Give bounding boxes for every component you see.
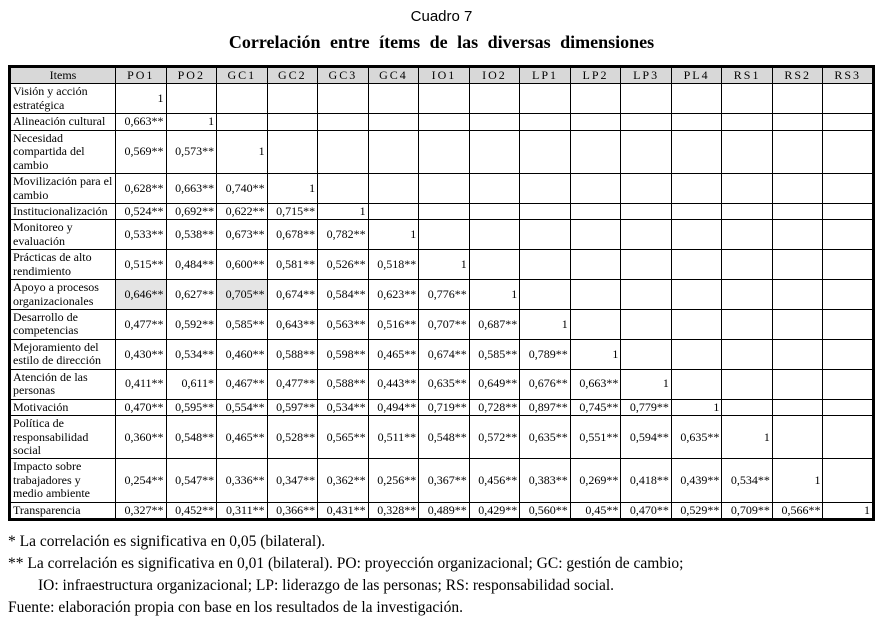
footnote: ** La correlación es significativa en 0,01 (bilateral). PO: proyección organizacional; GC: gestión de cambio; bbox=[8, 555, 684, 573]
correlation-cell: 0,465** bbox=[217, 416, 268, 459]
correlation-cell: 0,327** bbox=[116, 502, 167, 519]
correlation-cell bbox=[520, 220, 571, 250]
correlation-cell: 0,534** bbox=[722, 459, 773, 502]
correlation-cell bbox=[621, 250, 672, 280]
header-row bbox=[10, 67, 874, 84]
column-header-lp3: LP3 bbox=[621, 67, 672, 84]
correlation-cell: 0,782** bbox=[318, 220, 369, 250]
correlation-cell: 0,452** bbox=[166, 502, 217, 519]
correlation-cell bbox=[419, 114, 470, 130]
correlation-cell: 0,45** bbox=[570, 502, 621, 519]
column-header-rs3: RS3 bbox=[823, 67, 874, 84]
correlation-cell: 0,595** bbox=[166, 399, 217, 415]
correlation-cell bbox=[570, 174, 621, 204]
correlation-cell bbox=[520, 114, 571, 130]
correlation-cell: 0,715** bbox=[267, 203, 318, 219]
correlation-cell: 0,635** bbox=[520, 416, 571, 459]
correlation-cell: 0,560** bbox=[520, 502, 571, 519]
row-label: Monitoreo y evaluación bbox=[10, 220, 116, 250]
correlation-cell bbox=[621, 130, 672, 173]
correlation-cell: 0,776** bbox=[419, 280, 470, 310]
correlation-cell: 0,533** bbox=[116, 220, 167, 250]
correlation-cell bbox=[823, 174, 874, 204]
correlation-cell bbox=[520, 203, 571, 219]
correlation-cell: 0,584** bbox=[318, 280, 369, 310]
correlation-cell: 0,465** bbox=[368, 339, 419, 369]
correlation-cell: 0,477** bbox=[267, 369, 318, 399]
correlation-cell bbox=[722, 114, 773, 130]
correlation-cell: 0,566** bbox=[772, 502, 823, 519]
column-header-gc4: GC4 bbox=[368, 67, 419, 84]
correlation-cell: 0,745** bbox=[570, 399, 621, 415]
table-body bbox=[10, 84, 874, 520]
correlation-cell bbox=[722, 130, 773, 173]
correlation-cell bbox=[318, 114, 369, 130]
row-label: Necesidad compartida del cambio bbox=[10, 130, 116, 173]
correlation-cell: 0,687** bbox=[469, 310, 520, 340]
correlation-cell bbox=[772, 416, 823, 459]
correlation-cell: 0,597** bbox=[267, 399, 318, 415]
correlation-cell bbox=[368, 114, 419, 130]
correlation-cell: 0,534** bbox=[318, 399, 369, 415]
correlation-cell bbox=[671, 339, 722, 369]
correlation-cell bbox=[823, 84, 874, 114]
correlation-cell: 1 bbox=[419, 250, 470, 280]
correlation-cell: 0,460** bbox=[217, 339, 268, 369]
correlation-cell: 0,443** bbox=[368, 369, 419, 399]
correlation-cell bbox=[419, 220, 470, 250]
correlation-cell: 0,565** bbox=[318, 416, 369, 459]
correlation-cell bbox=[772, 114, 823, 130]
correlation-cell: 0,529** bbox=[671, 502, 722, 519]
correlation-cell: 0,676** bbox=[520, 369, 571, 399]
correlation-table bbox=[8, 65, 875, 521]
correlation-cell: 0,526** bbox=[318, 250, 369, 280]
correlation-cell: 0,573** bbox=[166, 130, 217, 173]
table-row bbox=[10, 220, 874, 250]
correlation-cell bbox=[419, 174, 470, 204]
correlation-cell bbox=[267, 130, 318, 173]
correlation-cell bbox=[671, 114, 722, 130]
correlation-cell: 0,439** bbox=[671, 459, 722, 502]
correlation-cell bbox=[267, 114, 318, 130]
correlation-cell bbox=[570, 280, 621, 310]
correlation-cell: 0,347** bbox=[267, 459, 318, 502]
correlation-cell: 0,548** bbox=[419, 416, 470, 459]
correlation-cell: 0,515** bbox=[116, 250, 167, 280]
correlation-cell bbox=[823, 459, 874, 502]
correlation-cell bbox=[570, 250, 621, 280]
correlation-cell bbox=[621, 339, 672, 369]
correlation-cell bbox=[772, 280, 823, 310]
correlation-cell bbox=[621, 174, 672, 204]
correlation-cell: 0,254** bbox=[116, 459, 167, 502]
correlation-cell bbox=[166, 84, 217, 114]
column-header-lp2: LP2 bbox=[570, 67, 621, 84]
correlation-cell: 1 bbox=[671, 399, 722, 415]
correlation-cell bbox=[823, 250, 874, 280]
correlation-cell: 1 bbox=[217, 130, 268, 173]
correlation-cell bbox=[469, 130, 520, 173]
correlation-cell: 1 bbox=[318, 203, 369, 219]
correlation-cell bbox=[621, 203, 672, 219]
correlation-cell bbox=[469, 174, 520, 204]
correlation-cell: 0,256** bbox=[368, 459, 419, 502]
correlation-cell: 0,548** bbox=[166, 416, 217, 459]
correlation-cell bbox=[267, 84, 318, 114]
correlation-cell: 0,588** bbox=[267, 339, 318, 369]
correlation-cell: 0,585** bbox=[217, 310, 268, 340]
correlation-cell: 0,709** bbox=[722, 502, 773, 519]
correlation-cell: 1 bbox=[368, 220, 419, 250]
correlation-cell: 0,569** bbox=[116, 130, 167, 173]
correlation-cell: 0,528** bbox=[267, 416, 318, 459]
correlation-cell bbox=[671, 130, 722, 173]
correlation-cell: 1 bbox=[520, 310, 571, 340]
row-label: Atención de las personas bbox=[10, 369, 116, 399]
column-header-rs2: RS2 bbox=[772, 67, 823, 84]
correlation-cell bbox=[217, 114, 268, 130]
column-header-lp1: LP1 bbox=[520, 67, 571, 84]
correlation-cell: 0,470** bbox=[621, 502, 672, 519]
row-label: Mejoramiento del estilo de dirección bbox=[10, 339, 116, 369]
correlation-cell: 0,635** bbox=[671, 416, 722, 459]
table-row bbox=[10, 310, 874, 340]
correlation-cell: 0,518** bbox=[368, 250, 419, 280]
correlation-cell bbox=[671, 280, 722, 310]
correlation-cell bbox=[318, 130, 369, 173]
correlation-cell bbox=[671, 203, 722, 219]
row-label: Prácticas de alto rendimiento bbox=[10, 250, 116, 280]
correlation-cell bbox=[823, 310, 874, 340]
table-row bbox=[10, 250, 874, 280]
correlation-cell: 0,511** bbox=[368, 416, 419, 459]
correlation-cell bbox=[368, 203, 419, 219]
correlation-cell bbox=[469, 203, 520, 219]
table-row bbox=[10, 280, 874, 310]
correlation-cell: 1 bbox=[166, 114, 217, 130]
correlation-cell: 0,779** bbox=[621, 399, 672, 415]
correlation-cell: 0,336** bbox=[217, 459, 268, 502]
correlation-cell: 0,588** bbox=[318, 369, 369, 399]
correlation-cell bbox=[419, 130, 470, 173]
correlation-cell: 0,649** bbox=[469, 369, 520, 399]
correlation-cell bbox=[722, 174, 773, 204]
correlation-cell: 0,563** bbox=[318, 310, 369, 340]
correlation-cell: 0,719** bbox=[419, 399, 470, 415]
correlation-cell: 0,897** bbox=[520, 399, 571, 415]
correlation-cell: 0,789** bbox=[520, 339, 571, 369]
correlation-cell bbox=[823, 399, 874, 415]
table-row bbox=[10, 502, 874, 519]
correlation-cell bbox=[217, 84, 268, 114]
footnotes bbox=[8, 531, 875, 619]
correlation-cell: 0,598** bbox=[318, 339, 369, 369]
row-label: Impacto sobre trabajadores y medio ambiente bbox=[10, 459, 116, 502]
correlation-cell bbox=[419, 203, 470, 219]
table-row bbox=[10, 130, 874, 173]
correlation-cell: 0,643** bbox=[267, 310, 318, 340]
correlation-cell: 0,383** bbox=[520, 459, 571, 502]
column-header-po1: PO1 bbox=[116, 67, 167, 84]
correlation-cell bbox=[621, 280, 672, 310]
correlation-cell: 0,534** bbox=[166, 339, 217, 369]
correlation-cell: 0,366** bbox=[267, 502, 318, 519]
footnote: Fuente: elaboración propia con base en los resultados de la investigación. bbox=[8, 599, 463, 617]
correlation-cell: 0,707** bbox=[419, 310, 470, 340]
correlation-cell bbox=[722, 399, 773, 415]
correlation-cell: 0,547** bbox=[166, 459, 217, 502]
correlation-cell bbox=[671, 84, 722, 114]
correlation-cell: 0,328** bbox=[368, 502, 419, 519]
correlation-cell bbox=[772, 339, 823, 369]
correlation-cell bbox=[671, 369, 722, 399]
table-row bbox=[10, 84, 874, 114]
column-header-rs1: RS1 bbox=[722, 67, 773, 84]
column-header-pl4: PL4 bbox=[671, 67, 722, 84]
row-label: Visión y acción estratégica bbox=[10, 84, 116, 114]
correlation-cell: 0,430** bbox=[116, 339, 167, 369]
correlation-cell bbox=[772, 220, 823, 250]
correlation-cell bbox=[823, 130, 874, 173]
row-label: Desarrollo de competencias bbox=[10, 310, 116, 340]
correlation-cell: 0,467** bbox=[217, 369, 268, 399]
correlation-cell bbox=[368, 130, 419, 173]
correlation-cell: 0,728** bbox=[469, 399, 520, 415]
correlation-cell bbox=[419, 84, 470, 114]
correlation-cell: 0,360** bbox=[116, 416, 167, 459]
correlation-cell: 0,623** bbox=[368, 280, 419, 310]
correlation-cell: 1 bbox=[621, 369, 672, 399]
row-label: Apoyo a procesos organizacionales bbox=[10, 280, 116, 310]
correlation-cell bbox=[570, 114, 621, 130]
correlation-cell bbox=[823, 203, 874, 219]
correlation-cell: 1 bbox=[570, 339, 621, 369]
table-row bbox=[10, 203, 874, 219]
correlation-cell: 0,663** bbox=[116, 114, 167, 130]
table-row bbox=[10, 174, 874, 204]
correlation-cell bbox=[722, 339, 773, 369]
correlation-cell bbox=[621, 310, 672, 340]
correlation-cell bbox=[722, 250, 773, 280]
correlation-cell: 0,311** bbox=[217, 502, 268, 519]
correlation-cell bbox=[520, 84, 571, 114]
correlation-cell bbox=[772, 174, 823, 204]
correlation-cell: 0,489** bbox=[419, 502, 470, 519]
correlation-cell: 0,581** bbox=[267, 250, 318, 280]
row-label: Institucionalización bbox=[10, 203, 116, 219]
row-label: Movilización para el cambio bbox=[10, 174, 116, 204]
correlation-cell bbox=[671, 250, 722, 280]
correlation-cell bbox=[621, 84, 672, 114]
correlation-cell bbox=[772, 84, 823, 114]
table-caption: Cuadro 7 bbox=[410, 8, 473, 25]
correlation-cell: 0,705** bbox=[217, 280, 268, 310]
correlation-cell bbox=[368, 84, 419, 114]
correlation-cell bbox=[570, 130, 621, 173]
correlation-cell bbox=[570, 203, 621, 219]
correlation-cell: 0,592** bbox=[166, 310, 217, 340]
row-label: Transparencia bbox=[10, 502, 116, 519]
column-header-po2: PO2 bbox=[166, 67, 217, 84]
correlation-cell bbox=[570, 220, 621, 250]
correlation-cell: 0,477** bbox=[116, 310, 167, 340]
correlation-cell bbox=[823, 280, 874, 310]
correlation-cell: 1 bbox=[823, 502, 874, 519]
correlation-cell bbox=[671, 220, 722, 250]
correlation-cell: 0,538** bbox=[166, 220, 217, 250]
correlation-cell bbox=[722, 310, 773, 340]
correlation-cell bbox=[469, 250, 520, 280]
correlation-cell bbox=[469, 220, 520, 250]
table-row bbox=[10, 369, 874, 399]
correlation-cell: 0,367** bbox=[419, 459, 470, 502]
correlation-cell: 0,429** bbox=[469, 502, 520, 519]
correlation-cell: 0,516** bbox=[368, 310, 419, 340]
table-row bbox=[10, 339, 874, 369]
correlation-cell: 0,673** bbox=[217, 220, 268, 250]
correlation-cell: 0,494** bbox=[368, 399, 419, 415]
footnote: IO: infraestructura organizacional; LP: liderazgo de las personas; RS: responsabilidad social. bbox=[38, 577, 615, 595]
correlation-cell: 0,678** bbox=[267, 220, 318, 250]
correlation-cell: 0,572** bbox=[469, 416, 520, 459]
row-label: Motivación bbox=[10, 399, 116, 415]
correlation-cell bbox=[722, 84, 773, 114]
correlation-cell bbox=[823, 114, 874, 130]
correlation-cell: 0,585** bbox=[469, 339, 520, 369]
table-row bbox=[10, 114, 874, 130]
correlation-cell: 0,551** bbox=[570, 416, 621, 459]
correlation-cell bbox=[772, 203, 823, 219]
correlation-cell bbox=[570, 84, 621, 114]
correlation-cell bbox=[823, 220, 874, 250]
correlation-cell bbox=[772, 369, 823, 399]
correlation-cell bbox=[318, 174, 369, 204]
column-header-io1: IO1 bbox=[419, 67, 470, 84]
correlation-cell: 0,484** bbox=[166, 250, 217, 280]
correlation-cell bbox=[469, 84, 520, 114]
correlation-cell: 0,692** bbox=[166, 203, 217, 219]
column-header-gc2: GC2 bbox=[267, 67, 318, 84]
correlation-cell bbox=[368, 174, 419, 204]
correlation-cell bbox=[772, 310, 823, 340]
correlation-cell: 0,663** bbox=[570, 369, 621, 399]
correlation-cell bbox=[469, 114, 520, 130]
correlation-cell bbox=[520, 280, 571, 310]
correlation-cell bbox=[722, 220, 773, 250]
row-label: Política de responsabilidad social bbox=[10, 416, 116, 459]
correlation-cell bbox=[772, 399, 823, 415]
correlation-cell: 0,646** bbox=[116, 280, 167, 310]
correlation-cell: 0,470** bbox=[116, 399, 167, 415]
correlation-cell: 0,628** bbox=[116, 174, 167, 204]
correlation-cell: 0,663** bbox=[166, 174, 217, 204]
correlation-cell: 0,431** bbox=[318, 502, 369, 519]
correlation-cell: 1 bbox=[722, 416, 773, 459]
correlation-cell bbox=[520, 130, 571, 173]
table-row bbox=[10, 399, 874, 415]
column-header-gc1: GC1 bbox=[217, 67, 268, 84]
table-row bbox=[10, 416, 874, 459]
correlation-cell: 1 bbox=[469, 280, 520, 310]
correlation-cell bbox=[722, 203, 773, 219]
correlation-cell bbox=[722, 280, 773, 310]
correlation-cell bbox=[671, 174, 722, 204]
correlation-cell bbox=[621, 220, 672, 250]
correlation-cell: 0,456** bbox=[469, 459, 520, 502]
correlation-cell: 0,362** bbox=[318, 459, 369, 502]
correlation-cell: 0,600** bbox=[217, 250, 268, 280]
correlation-cell: 0,740** bbox=[217, 174, 268, 204]
correlation-cell bbox=[318, 84, 369, 114]
correlation-cell: 0,674** bbox=[419, 339, 470, 369]
correlation-cell bbox=[772, 250, 823, 280]
correlation-cell: 0,627** bbox=[166, 280, 217, 310]
correlation-cell: 1 bbox=[772, 459, 823, 502]
correlation-cell: 0,611* bbox=[166, 369, 217, 399]
column-header-gc3: GC3 bbox=[318, 67, 369, 84]
correlation-cell bbox=[772, 130, 823, 173]
correlation-cell bbox=[520, 250, 571, 280]
correlation-cell: 1 bbox=[116, 84, 167, 114]
correlation-cell: 0,524** bbox=[116, 203, 167, 219]
correlation-cell bbox=[823, 416, 874, 459]
correlation-cell bbox=[823, 369, 874, 399]
table-title: Correlación entre ítems de las diversas dimensiones bbox=[228, 32, 655, 52]
correlation-cell: 0,554** bbox=[217, 399, 268, 415]
correlation-cell bbox=[520, 174, 571, 204]
items-column-header: Items bbox=[10, 67, 116, 84]
correlation-cell bbox=[570, 310, 621, 340]
correlation-cell bbox=[621, 114, 672, 130]
correlation-cell: 0,418** bbox=[621, 459, 672, 502]
correlation-cell: 0,411** bbox=[116, 369, 167, 399]
table-row bbox=[10, 459, 874, 502]
correlation-cell: 0,674** bbox=[267, 280, 318, 310]
correlation-cell bbox=[671, 310, 722, 340]
correlation-cell bbox=[823, 339, 874, 369]
correlation-cell: 1 bbox=[267, 174, 318, 204]
correlation-cell: 0,622** bbox=[217, 203, 268, 219]
correlation-cell: 0,635** bbox=[419, 369, 470, 399]
correlation-cell bbox=[722, 369, 773, 399]
correlation-cell: 0,594** bbox=[621, 416, 672, 459]
correlation-cell: 0,269** bbox=[570, 459, 621, 502]
footnote: * La correlación es significativa en 0,05 (bilateral). bbox=[8, 533, 326, 551]
column-header-io2: IO2 bbox=[469, 67, 520, 84]
row-label: Alineación cultural bbox=[10, 114, 116, 130]
